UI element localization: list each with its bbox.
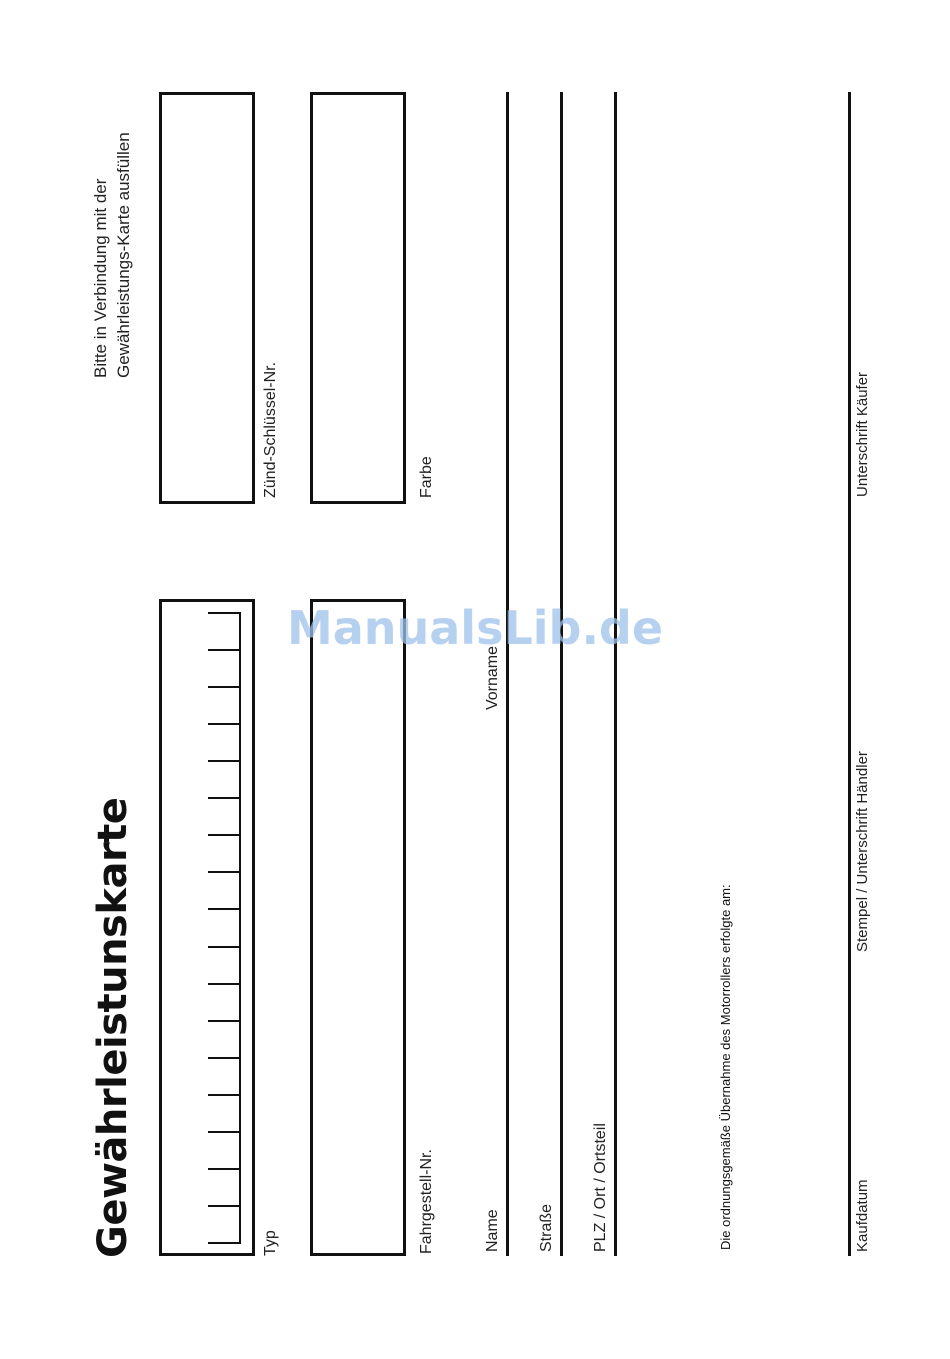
farbe-input-box[interactable]	[310, 92, 406, 504]
kaufdatum-label: Kaufdatum	[854, 1179, 871, 1252]
typ-digit-tick	[208, 686, 241, 688]
zuend-schluessel-label: Zünd-Schlüssel-Nr.	[262, 361, 279, 498]
handover-note: Die ordnungsgemäße Übernahme des Motorrollers erfolgte am:	[718, 884, 733, 1250]
plz-ort-line	[614, 92, 617, 1256]
typ-digit-tick	[208, 1168, 241, 1170]
typ-label: Typ	[262, 1230, 279, 1256]
typ-digit-tick	[208, 1020, 241, 1022]
typ-digit-tick	[208, 1131, 241, 1133]
zuend-schluessel-input-box[interactable]	[159, 92, 255, 504]
instruction-line-1: Bitte in Verbindung mit der	[91, 178, 110, 378]
typ-digit-tick	[208, 1242, 241, 1244]
kaeufer-signature-label: Unterschrift Käufer	[854, 371, 871, 497]
name-label: Name	[484, 1209, 501, 1252]
vorname-label: Vorname	[484, 645, 501, 710]
typ-digit-tick	[208, 946, 241, 948]
haendler-signature-label: Stempel / Unterschrift Händler	[854, 751, 871, 952]
typ-digit-tick	[208, 797, 241, 799]
fahrgestell-label: Fahrgestell-Nr.	[418, 1149, 435, 1254]
typ-digit-tick	[208, 612, 241, 614]
typ-digit-tick	[208, 1205, 241, 1207]
typ-digit-tick	[208, 871, 241, 873]
typ-digit-guide	[239, 612, 241, 1243]
strasse-label: Straße	[538, 1203, 555, 1252]
plz-ort-label: PLZ / Ort / Ortsteil	[592, 1123, 609, 1252]
instruction-line-2: Gewährleistungs-Karte ausfüllen	[114, 132, 133, 378]
page-title: Gewährleistunskarte	[90, 797, 136, 1258]
strasse-line	[560, 92, 563, 1256]
signature-line	[848, 92, 851, 1256]
typ-digit-tick	[208, 983, 241, 985]
manualslib-watermark: ManualsLib.de	[286, 601, 664, 655]
fahrgestell-input-box[interactable]	[310, 599, 406, 1256]
typ-digit-tick	[208, 834, 241, 836]
typ-digit-tick	[208, 908, 241, 910]
typ-digit-tick	[208, 1094, 241, 1096]
typ-digit-tick	[208, 760, 241, 762]
typ-digit-tick	[208, 649, 241, 651]
farbe-label: Farbe	[418, 456, 435, 498]
name-line	[506, 92, 509, 1256]
typ-digit-tick	[208, 1057, 241, 1059]
typ-digit-tick	[208, 723, 241, 725]
